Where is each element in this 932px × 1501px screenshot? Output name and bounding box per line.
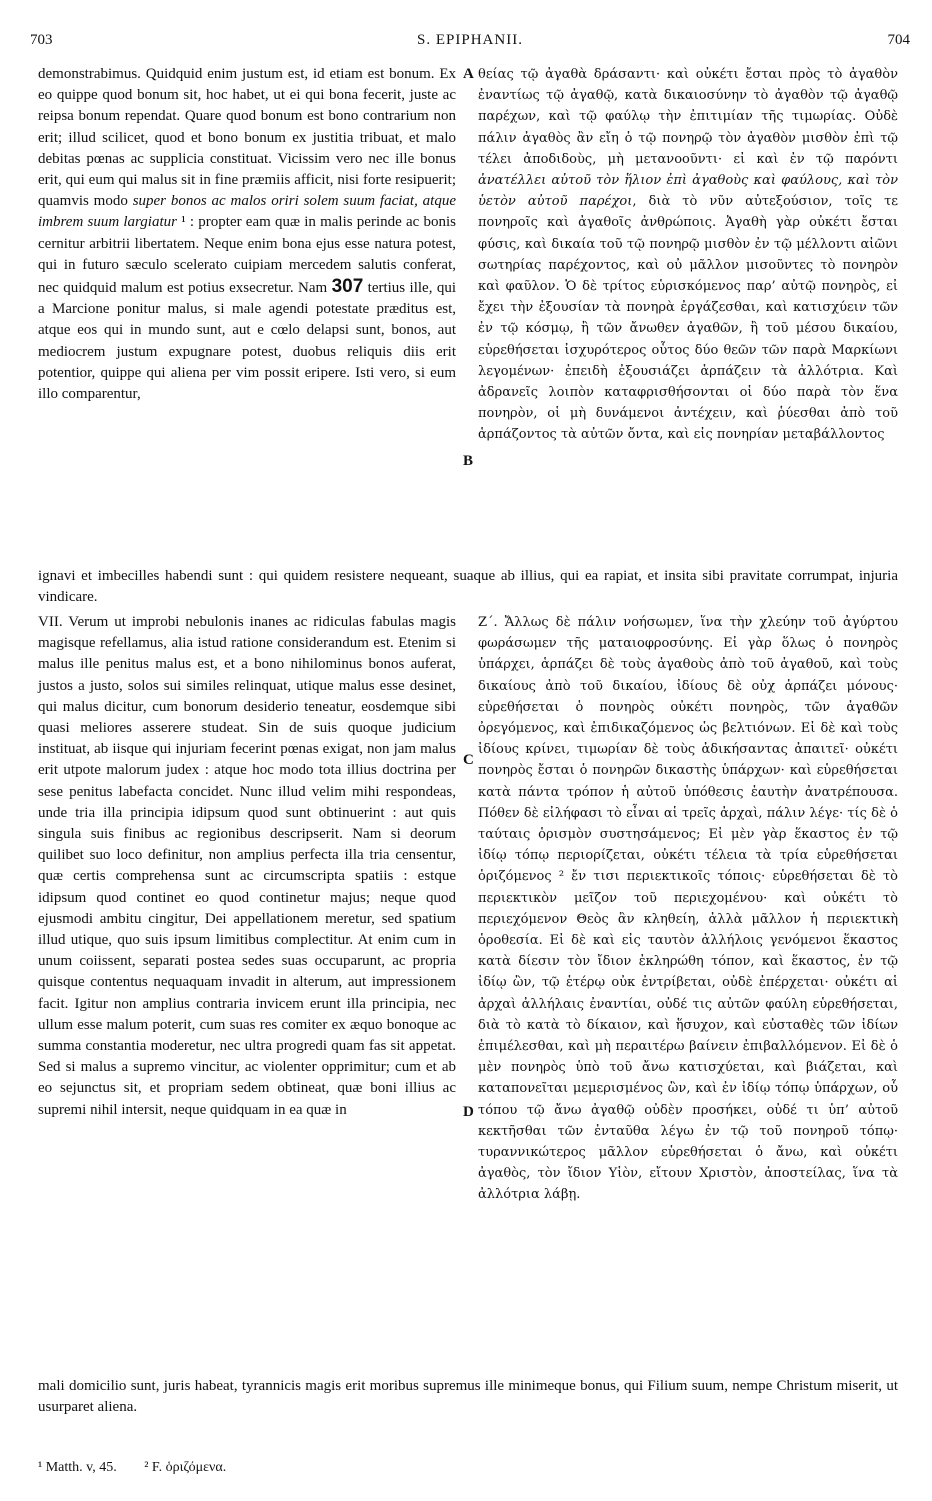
latin-text: tertius ille, qui a Marcione ponitur malus, si male agendi potestate præditus est, atque eos qui in mundo sunt, aut e cœlo delapsi sunt, bonos, aut mediocrem justum expugnare potest, duobus reliquis diis erit potentior, quippe qui aliena per vim possit eripere. Isti vero, si eum illo comparentur,: [38, 280, 456, 403]
greek-paragraph-2: [478, 612, 898, 1206]
greek-text: Ζ΄. Ἄλλως δὲ πάλιν νοήσωμεν, ἵνα τὴν χλεύην τοῦ ἀγύρτου φωράσωμεν τῆς ματαιοφροσύνης. Εἰ γὰρ ὅλως ὁ πονηρὸς ὑπάρχει, ἁρπάζει δὲ τοὺς ἀγαθοὺς ἀπὸ τοῦ ἀγαθοῦ, καὶ τοὺς δικαίους ἀπὸ τοῦ δικαίου, ἰδίους δὲ οὐχ ἁρπάζει μόνους· εὑρεθήσεται ὁ πονηρὸς οὐκέτι πονηρὸς, τῶν ἀγαθῶν ὀρεγόμενος, καὶ ἐπιδικαζόμενος ὡς βελτιόνων. Εἰ δὲ καὶ τοὺς ἰδίους κρίνει, τιμωρίαν δὲ τοὺς ἀδικήσαντας ἀπαιτεῖ· οὐκέτι πονηρὸς ἔσται ὁ πονηρῶν δικαστὴς ὑπάρχων· καὶ εὑρεθήσεται κατὰ πάντα τρόπον ἡ αὐτοῦ ὑπόθεσις ἑαυτὴν ἀνατρέπουσα. Πόθεν δὲ εἰλήφασι τὸ εἶναι αἱ τρεῖς ἀρχαὶ, πάλιν λέγε· τίς δὲ ὁ ταύταις ὁρισμὸν συστησάμενος; Εἰ μὲν γὰρ ἕκαστος ἐν τῷ ἰδίῳ τόπῳ περιορίζεται, οὐκέτι τέλεια τὰ τρία εὑρεθήσεται ὁριζόμενος: [478, 615, 898, 885]
footnotes: [38, 1460, 250, 1476]
greek-quote: ἀνατέλλει αὐτοῦ τὸν ἥλιον ἐπὶ ἀγαθοὺς καὶ φαύλους, καὶ τὸν ὑετὸν αὐτοῦ παρέχοι: [478, 173, 898, 210]
latin-column-2: [38, 612, 456, 1121]
page-header: [30, 32, 910, 56]
footnote-ref-2: ²: [551, 869, 572, 885]
full-width-line-2: mali domicilio sunt, juris habeat, tyrannicis magis erit moribus supremus ille minimeque bonus, qui Filium suum, nempe Christum miserit, ut usurparet aliena.: [38, 1378, 898, 1416]
page-number-left: 703: [30, 32, 53, 48]
greek-column-1: [478, 64, 898, 446]
page-number-right: 704: [887, 32, 910, 48]
greek-text: , διὰ τὸ νῦν αὐτεξούσιον, τοῖς τε πονηροῖς καὶ ἀγαθοῖς ἀνθρώποις. Ἀγαθὴ γὰρ οὐκέτι ἔσται φύσις, καὶ δικαία τοῦ τῷ πονηρῷ μισθὸν ἐν τῷ μέλλοντι αἰῶνι σωτηρίας παρέχοντος, καὶ οὐ μᾶλλον μισοῦντες τὸ πονηρὸν καὶ φαῦλον. Ὁ δὲ τρίτος εὑρισκόμενος παρ’ αὐτῷ πονηρὸς, εἰ ἔχει τὴν ἐξουσίαν τὰ πονηρὰ ἐργάζεσθαι, καὶ κατισχύειν τῶν ἐν τῷ κόσμῳ, ἢ τῶν ἄνωθεν ἀγαθῶν, ἢ τοῦ μέσου δικαίου, εὑρεθήσεται ἰσχυρότερος οὗτος δύο θεῶν τῶν παρὰ Μαρκίωνι λεγομένων· ἐπειδὴ ἐξουσιάζει ἁρπάζειν τὰ ἀλλότρια. Καὶ ἀδρανεῖς λοιπὸν καταφρισθήσονται οἱ δύο παρὰ τὸν ἕνα πονηρὸν, οἱ μὴ δυνάμενοι ἀντέχειν, καὶ ῥύεσθαι ἀπὸ τοῦ ἁρπάζοντος τὰ αὐτῶν ὄντα, καὶ εἰς πονηρίαν μεταβάλλοντος: [478, 194, 898, 443]
column-number: 307: [331, 276, 364, 298]
footnote-ref-1: ¹: [176, 214, 190, 231]
greek-text: ἔν τισι περιεκτικοῖς τόποις· εὑρεθήσεται δὲ τὸ περιεκτικὸν μεῖζον τοῦ περιεχομένου· καὶ οὐκέτι τὸ περιεχόμενον Θεὸς ἂν κληθείη, ἀλλὰ μᾶλλον ἡ περιεκτικὴ ὁροθεσία. Εἰ δὲ καὶ εἰς ταυτὸν ἀλλήλοις γενόμενοι ἕκαστος κατὰ δίεσιν τὸν ἴδιον ἐκληρώθη τόπον, καὶ ἕκαστος, ἐν τῷ ἰδίῳ ὢν, τῷ ἑτέρῳ οὐκ ἐντρίβεται, οὐδὲ ἐπέρχεται· οὐκέτι αἱ ἀρχαὶ ἀλλήλαις ἐναντίαι, οὐδέ τις αὐτῶν φαύλη εὑρεθήσεται, διὰ τὸ κατὰ τὸ δίκαιον, καὶ ἥσυχον, καὶ εὐσταθὲς τῶν ἰδίων ἐπιμέλεσθαι, καὶ μὴ περαιτέρω βαίνειν ἐπιβαλλόμενον. Εἰ δὲ ὁ μὲν πονηρὸς ὑπὸ τοῦ ἄνω κατισχύεται, καὶ βιάζεται, καὶ καταπονεῖται μεμερισμένος ὢν, καὶ ἐν ἰδίῳ τόπῳ ὑπάρχων, οὗ τόπου τῷ ἄνω ἀγαθῷ οὐδὲν προσήκει, οὐδέ τι ὑπ’ αὐτοῦ κεκτῆσθαι τῶν ἐνταῦθα λέγω ἐν τῷ τοῦ πονηροῦ τόπῳ· τυραννικώτερος μᾶλλον εὑρεθήσεται ὁ ἄνω, καὶ οὐκέτι ἀγαθὸς, τὸν ἴδιον Υἱὸν, εἴτουν Χριστὸν, ἀποστείλας, ἵνα τὰ ἀλλότρια λάβῃ.: [478, 869, 898, 1203]
greek-column-2: [478, 612, 898, 1206]
running-title: S. EPIPHANII.: [417, 32, 523, 48]
latin-paragraph-1: [38, 64, 456, 405]
full-width-line-1: ignavi et imbecilles habendi sunt : qui quidem resistere nequeant, suaque ab illius, qui ea rapiat, et insita sibi pravitate corrumpat, injuria vindicare.: [38, 568, 898, 606]
footnote-2: ² F. ὁριζόμενα.: [144, 1460, 227, 1475]
latin-quote: super bonos ac malos oriri solem suum faciat, atque imbrem suum largiatur: [38, 193, 457, 231]
latin-paragraph-2: VII. Verum ut improbi nebulonis inanes ac ridiculas fabulas magis magisque refellamus, alia istud ratione considerandum est. Etenim si malus ille penitus malus est, et a bono nihilominus bonos auferat, justos a justo, solos sui similes relinquat, utique malus esse desinet, qui malus dicitur, cum bonorum desiderio teneatur, eosdemque sibi quasi meliores asserere studeat. Sin de suis quoque judicium instituat, ab iisque qui injuriam fecerint pœnas exigat, non jam malus erit utpote malorum judex : atque hoc modo tota illius doctrina per sese penitus labefacta concidet. Nunc illud velim mihi respondeas, unde tria illa principia idipsum quod sunt obtinuerint : aut quis singula suis finibus ac regionibus descripserit. Nam si deorum quilibet suo loco definitur, non amplius perfecta illa tria censentur, quæ certis comprehensa sunt ac circumscripta spatiis : estque idipsum quod continet eo quod continetur majus; neque quod ejusmodi ambitu cingitur, Dei appellationem meretur, sed spatium illud utique, quo suis ipsum limitibus complectitur. At enim cum in unum coiissent, separati postea sedes suas occuparunt, ac propria quisque contentus nequaquam invadit in alterum, aut impressionem facit. Igitur non amplius contraria invicem erunt illa principia, nec ullum esse malum poterit, cum suas res comiter ex æquo bonoque ac summa constantia moderetur, nec ultra progredi quam fas sit appetat. Sed si malus a supremo vincitur, ac violenter opprimitur; cum et ab eo sejunctus sit, et propriam sedem obtineat, quæ boni illius ac supremi nihil intersit, neque quidquam in ea quæ in: [38, 614, 456, 1118]
latin-text: : propter eam quæ in malis perinde ac bonis cernitur arbitrii libertatem. Neque enim bona ejus esse natura potest, qui in futuro sæculo scelerato cuipiam mercedem salutis conferat, nec quidquid malum est potius exsecretur. Nam: [38, 214, 457, 297]
margin-marker-a: A: [463, 66, 474, 82]
margin-marker-c: C: [463, 752, 474, 768]
greek-paragraph-1: [478, 64, 898, 446]
greek-text: θείας τῷ ἀγαθὰ δράσαντι· καὶ οὐκέτι ἔσται πρὸς τὸ ἀγαθὸν ἐναντίως τῷ ἀγαθῷ, κατὰ δικαιοσύνην τὸ ἀγαθὸν τῷ ἀγαθῷ παρέχων, καὶ τῷ φαύλῳ τὴν ἐπιτιμίαν τῆς τιμωρίας. Οὐδὲ πάλιν ἀγαθὸς ἂν εἴη ὁ τῷ πονηρῷ τὸν ἀγαθὸν μισθὸν ἐπὶ τῷ τέλει ἀποδιδοὺς, μὴ μετανοοῦντι· εἰ καὶ ἐν τῷ παρόντι: [478, 67, 898, 167]
footnote-1: ¹ Matth. v, 45.: [38, 1460, 117, 1475]
margin-marker-b: B: [463, 453, 474, 469]
latin-column-1: [38, 64, 456, 405]
latin-text: demonstrabimus. Quidquid enim justum est, id etiam est bonum. Ex eo quippe quod bonum sit, hoc habet, ut ei qui bona fecerit, juste ac reipsa bonum rependat. Quare quod bonum est bono contrarium non erit; illud scilicet, quod et bono bonum ex justitia tribuat, et malo debitas pœnas ac supplicia constituat. Vicissim vero nec ille bonus erit, qui eum qui malus sit in fine præmiis afficit, nisi forte resipuerit; quamvis modo: [38, 66, 456, 210]
margin-marker-d: D: [463, 1104, 474, 1120]
